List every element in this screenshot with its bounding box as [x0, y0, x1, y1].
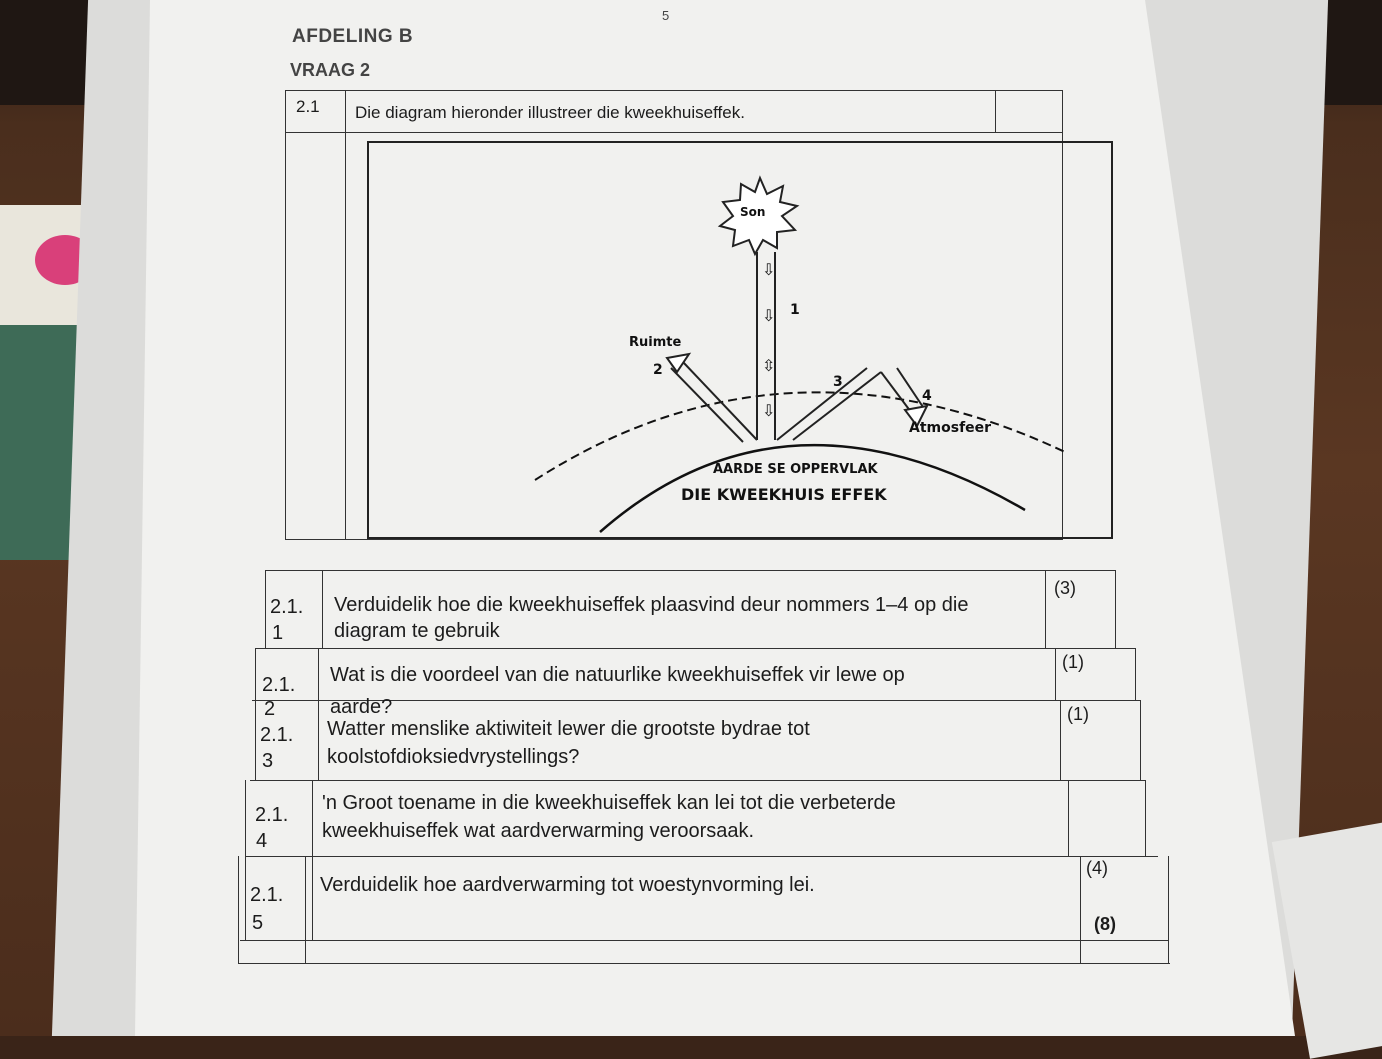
arrow-label-4: 4: [922, 388, 932, 404]
arrow-2-shaft: [683, 362, 757, 440]
table-divider: [995, 90, 996, 132]
table-divider: [345, 90, 346, 540]
sun-label: Son: [740, 205, 766, 219]
column-line: [1080, 856, 1081, 964]
column-line: [322, 570, 323, 648]
table-divider: [285, 132, 1063, 133]
question-text: 'n Groot toename in die kweekhuiseffek kan lei tot die verbeterde: [322, 792, 896, 814]
column-line: [318, 648, 319, 780]
question-number: 4: [256, 830, 268, 852]
arrow-4-shaft: [897, 368, 925, 410]
down-arrow-icon: ⇩: [762, 262, 776, 279]
column-line: [265, 570, 266, 648]
page-number: 5: [662, 8, 670, 23]
row-line: [255, 648, 1135, 649]
arrow-label-2: 2: [653, 362, 663, 378]
row-line: [238, 963, 1170, 964]
question-number: 2.1.: [262, 674, 296, 696]
earth-surface-label: AARDE SE OPPERVLAK: [713, 462, 878, 477]
arrow-label-3: 3: [833, 374, 843, 390]
arrow-3-shaft: [777, 368, 867, 440]
question-marks: (4): [1086, 858, 1108, 878]
up-down-arrow-icon: ⇳: [762, 358, 776, 375]
column-line: [1060, 700, 1061, 780]
greenhouse-diagram: [365, 140, 1115, 540]
question-2-1-text: Die diagram hieronder illustreer die kweekhuiseffek.: [355, 103, 745, 122]
question-text: Verduidelik hoe die kweekhuiseffek plaasvind deur nommers 1–4 op die: [334, 594, 969, 616]
question-number: 3: [262, 750, 274, 772]
column-line: [1045, 570, 1046, 648]
diagram-title: DIE KWEEKHUIS EFFEK: [681, 485, 887, 504]
question-2-1-number: 2.1: [296, 97, 320, 116]
section-title: AFDELING B: [292, 26, 414, 47]
question-number: 5: [252, 912, 264, 934]
row-line: [245, 856, 1158, 857]
question-text: Wat is die voordeel van die natuurlike kweekhuiseffek vir lewe op: [330, 664, 905, 686]
atmosphere-label: Atmosfeer: [909, 420, 992, 436]
column-line: [238, 856, 239, 964]
question-marks: (3): [1054, 578, 1076, 598]
question-text: Watter menslike aktiwiteit lewer die grootste bydrae tot: [327, 718, 810, 740]
question-text: kweekhuiseffek wat aardverwarming veroorsaak.: [322, 820, 755, 842]
row-line: [265, 570, 1115, 571]
column-line: [255, 648, 256, 780]
column-line: [305, 856, 306, 964]
space-label: Ruimte: [629, 335, 682, 350]
column-line: [1055, 648, 1056, 700]
question-number: 2.1.: [255, 804, 289, 826]
column-line: [1168, 856, 1169, 964]
row-line: [240, 940, 1168, 941]
question-text: koolstofdioksiedvrystellings?: [327, 746, 580, 768]
question-title: VRAAG 2: [290, 60, 371, 80]
column-line: [1140, 700, 1141, 780]
arrow-2-head-icon: [667, 354, 689, 372]
question-marks: (1): [1067, 704, 1089, 724]
arrow-2-shaft: [671, 368, 743, 442]
column-line: [245, 780, 246, 940]
question-number: 2.1.: [250, 884, 284, 906]
question-number: 2: [264, 698, 276, 720]
arrow-label-1: 1: [790, 302, 800, 318]
down-arrow-icon: ⇩: [762, 308, 776, 325]
question-number: 2.1.: [260, 724, 294, 746]
column-line: [312, 780, 313, 940]
arrow-4-shaft: [881, 372, 911, 412]
column-line: [1135, 648, 1136, 700]
total-marks: (8): [1094, 914, 1116, 934]
question-text: diagram te gebruik: [334, 620, 500, 642]
question-text: aarde?: [330, 696, 393, 718]
down-arrow-icon: ⇩: [762, 403, 776, 420]
column-line: [1115, 570, 1116, 648]
row-line: [250, 780, 1145, 781]
question-text: Verduidelik hoe aardverwarming tot woestynvorming lei.: [320, 874, 815, 896]
column-line: [1068, 780, 1069, 856]
question-number: 2.1.: [270, 596, 304, 618]
question-number: 1: [272, 622, 284, 644]
question-marks: (1): [1062, 652, 1084, 672]
column-line: [1145, 780, 1146, 856]
